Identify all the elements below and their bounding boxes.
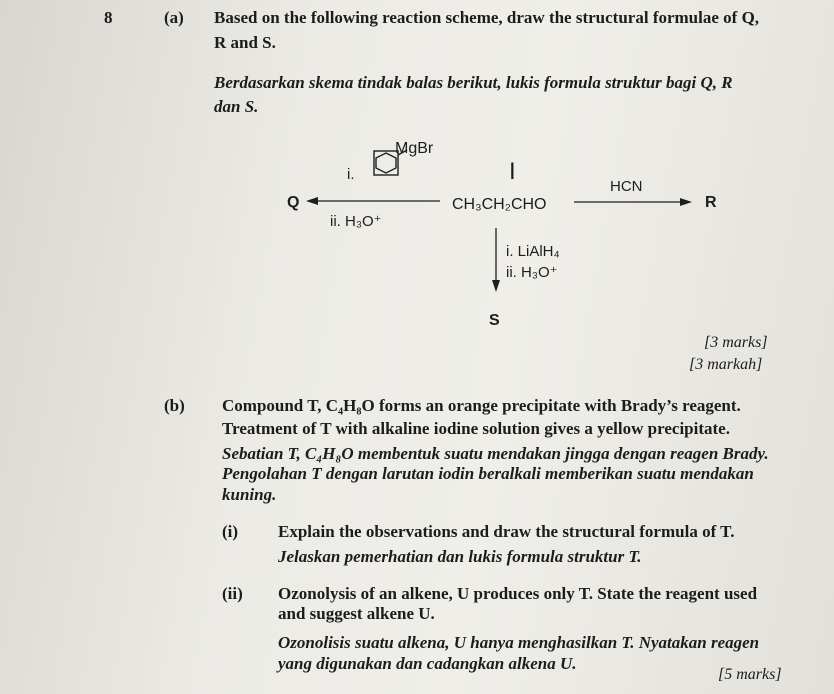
arrow-left-head (306, 197, 318, 205)
part-b-text-en-1: Compound T, C₄H₈O forms an orange precipitate with Brady’s reagent. (222, 396, 741, 415)
part-a-text-en-1: Based on the following reaction scheme, draw the structural formulae of Q, (214, 8, 760, 27)
sub-ii-text-en-1: Ozonolysis of an alkene, U produces only T. State the reagent used (278, 584, 758, 603)
down-step1: i. LiAlH₄ (506, 243, 560, 260)
part-a-marks-en: [3 marks] (704, 334, 768, 351)
part-b-label: (b) (164, 396, 185, 415)
part-a-text-en-2: R and S. (214, 33, 276, 52)
part-b-text-ms-3: kuning. (222, 485, 277, 504)
part-b-text-ms-1: Sebatian T, C₄H₈O membentuk suatu mendakan jingga dengan reagen Brady. (222, 444, 769, 463)
reagent-hcn: HCN (610, 178, 643, 195)
sub-ii-label: (ii) (222, 584, 243, 603)
part-a-text-ms-2: dan S. (214, 97, 259, 116)
compound-i-formula: CH₃CH₂CHO (452, 196, 547, 213)
reagent-mgbr: MgBr (395, 140, 434, 157)
arrow-right-head (680, 198, 692, 206)
sub-i-label: (i) (222, 522, 239, 541)
part-a-label: (a) (164, 8, 184, 27)
product-r: R (705, 194, 717, 211)
left-step2: ii. H₃O⁺ (330, 213, 382, 230)
sub-ii-text-ms-2: yang digunakan dan cadangkan alkena U. (278, 654, 577, 673)
sub-ii-text-ms-1: Ozonolisis suatu alkena, U hanya menghasilkan T. Nyatakan reagen (278, 633, 760, 652)
compound-i-label: I (509, 158, 516, 185)
left-step1-num: i. (347, 166, 355, 183)
part-a-marks-ms: [3 markah] (689, 356, 763, 373)
down-step2: ii. H₃O⁺ (506, 264, 558, 281)
part-a-text-ms-1: Berdasarkan skema tindak balas berikut, lukis formula struktur bagi Q, R (214, 73, 733, 92)
product-q: Q (287, 194, 300, 211)
part-b-text-ms-2: Pengolahan T dengan larutan iodin beralkali memberikan suatu mendakan (222, 464, 754, 483)
sub-i-text-ms: Jelaskan pemerhatian dan lukis formula struktur T. (278, 547, 642, 566)
product-s: S (489, 312, 500, 329)
question-number: 8 (104, 8, 113, 27)
benzene-hexagon (376, 153, 396, 173)
sub-ii-text-en-2: and suggest alkene U. (278, 604, 435, 623)
arrow-down-head (492, 280, 500, 292)
sub-i-text-en: Explain the observations and draw the structural formula of T. (278, 522, 735, 541)
part-b-text-en-2: Treatment of T with alkaline iodine solution gives a yellow precipitate. (222, 419, 730, 438)
part-b-marks-en: [5 marks] (718, 666, 782, 683)
